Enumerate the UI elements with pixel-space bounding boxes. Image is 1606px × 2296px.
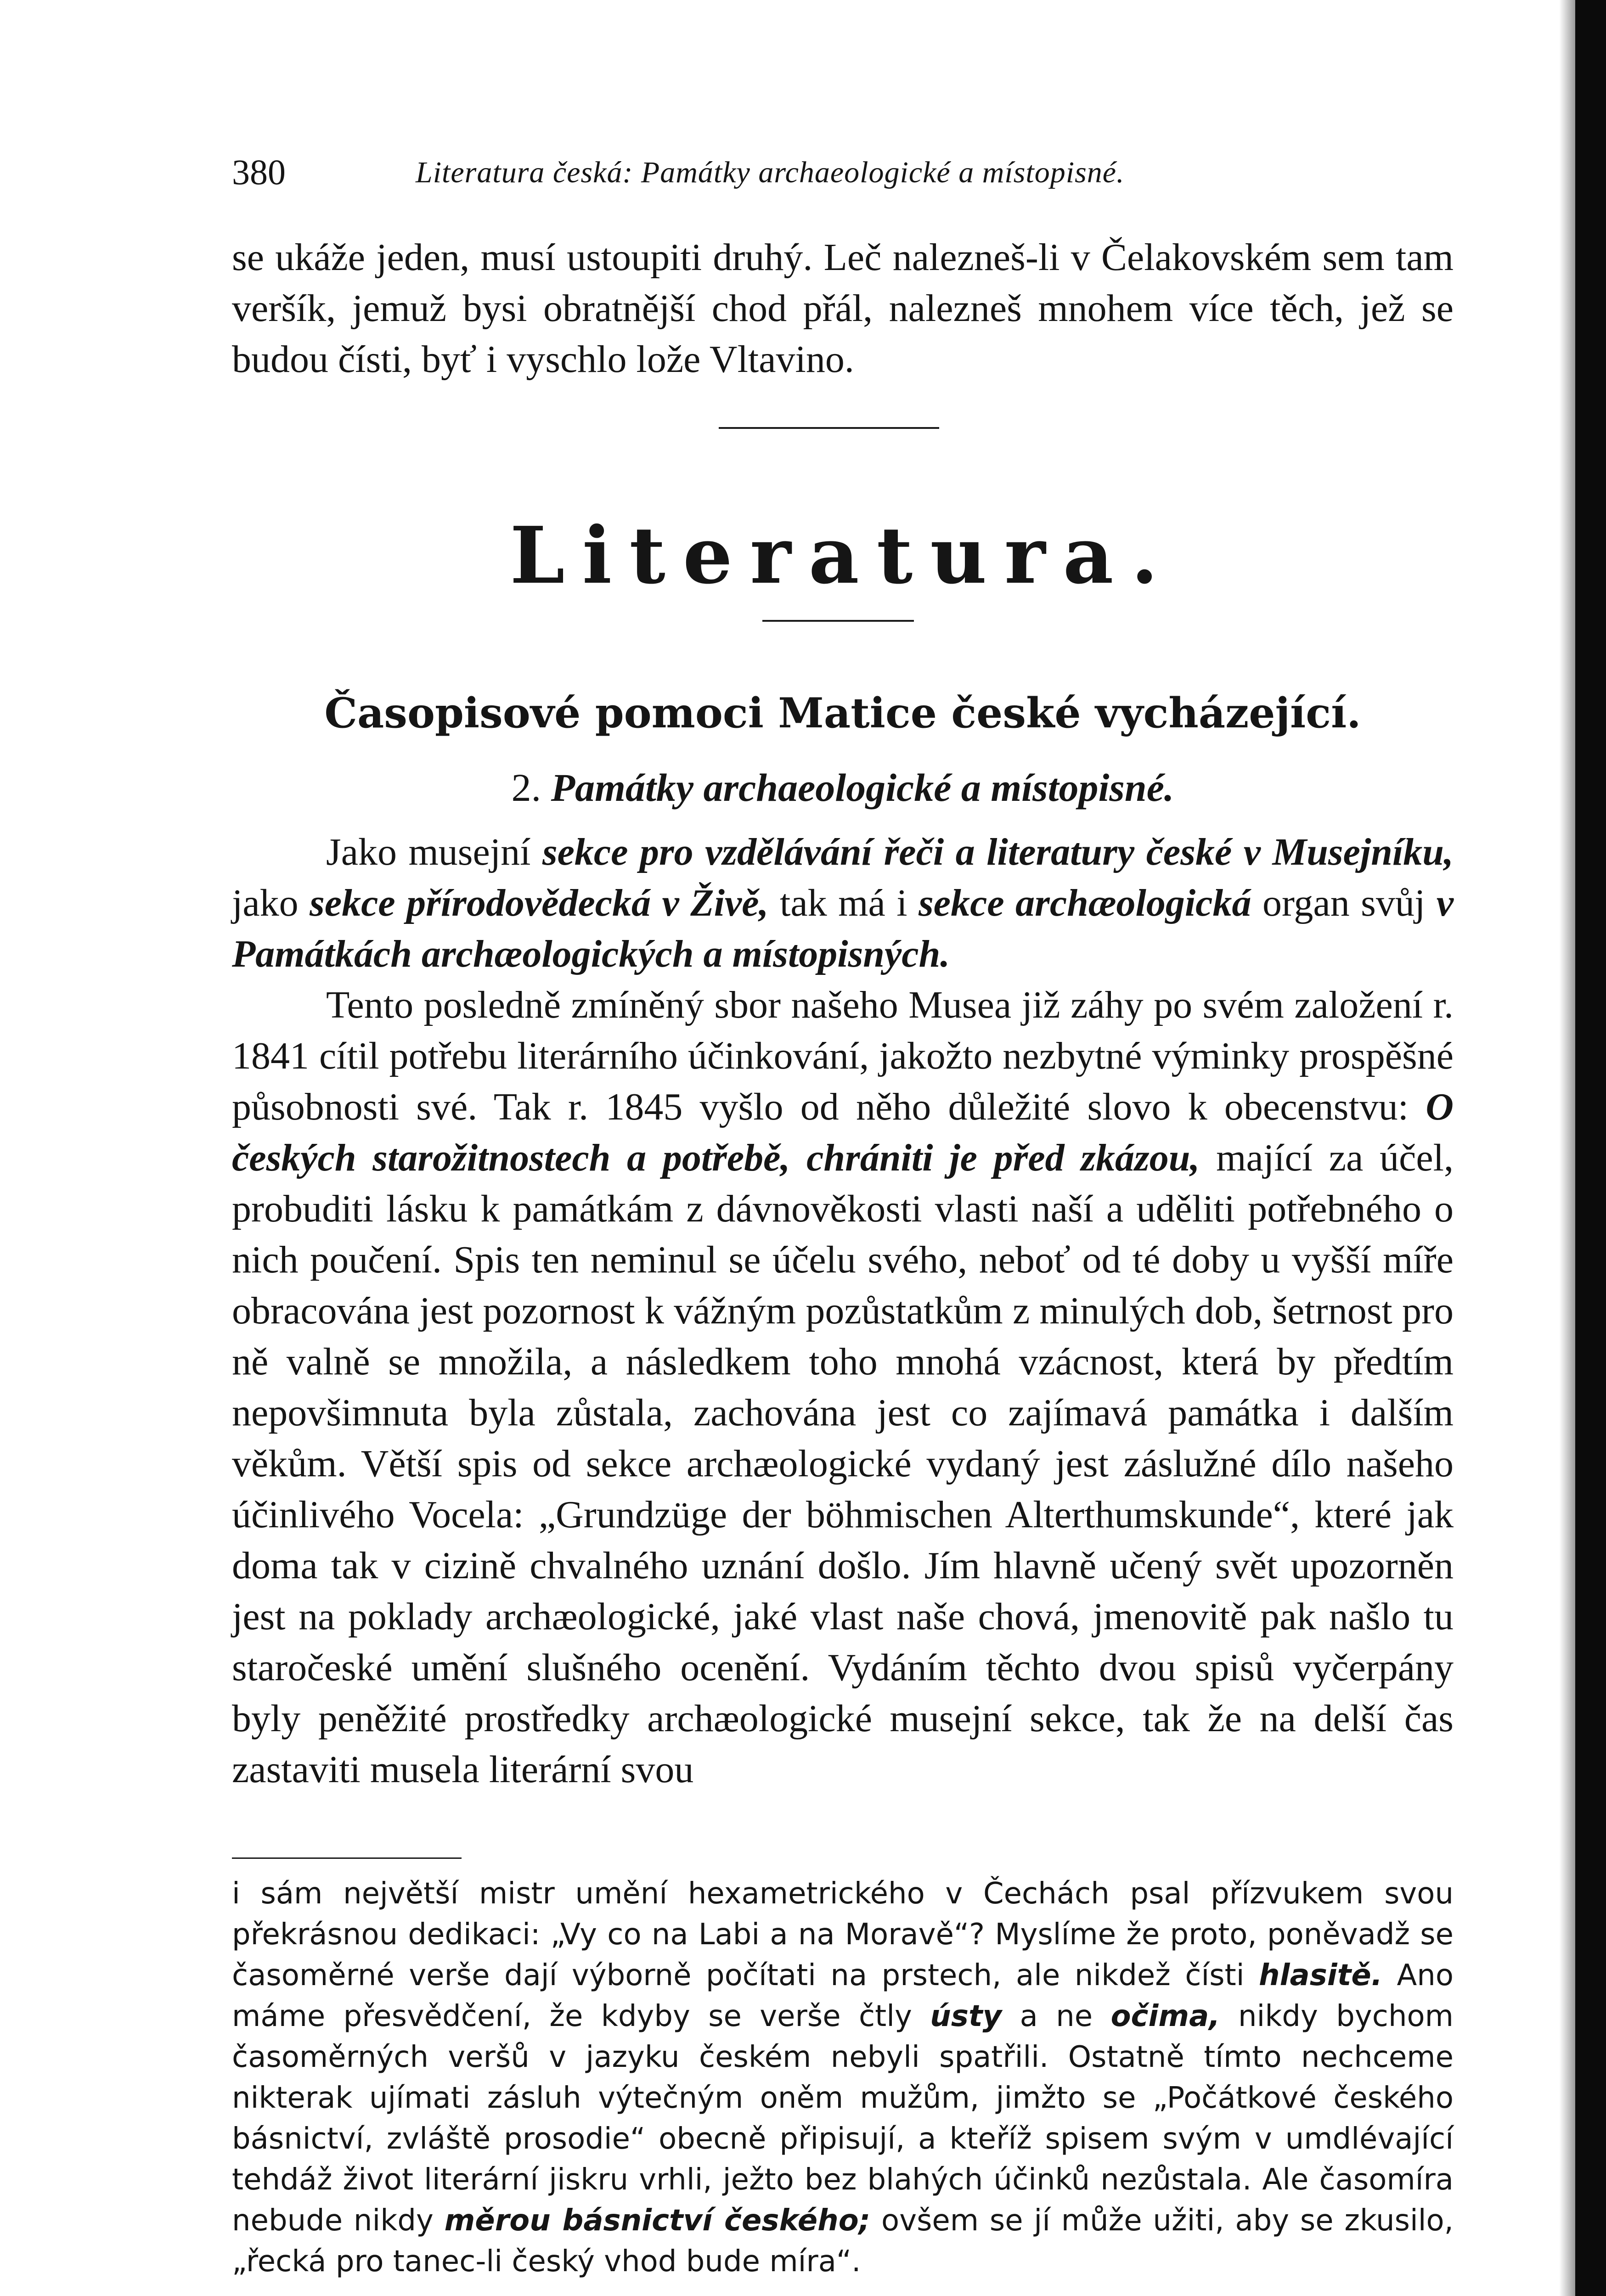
scan-edge-shadow (1559, 0, 1575, 2296)
article-number: 2. (511, 765, 541, 810)
article-body (232, 827, 1454, 1795)
running-title: Literatura česká: Památky archaeologické a místopisné. (416, 156, 1125, 189)
article-title: Časopisové pomoci Matice české vycházející. (324, 689, 1361, 737)
page-number: 380 (232, 152, 286, 192)
section-title: Literatura. (510, 510, 1176, 602)
scan-edge (1575, 0, 1606, 2296)
article-subtitle (232, 765, 1454, 810)
paragraph-2: Tento posledně zmíněný sbor našeho Musea již záhy po svém založení r. 1841 cítil potřebu literárního účinkování, jakožto nezbytné výminky prospěšné působnosti své. Tak r. 1845 vyšlo od něho důležité slovo k obecenstvu: O českých starožitnostech a potřebě, chrániti je před zkázou, mající za účel, probuditi lásku k památkám z dávnověkosti vlasti naší a uděliti potřebného o nich poučení. Spis ten neminul se účelu svého, neboť od té doby u vyšší míře obracována jest pozornost k vážným pozůstatkům z minulých dob, šetrnost pro ně valně se množila, a následkem toho mnohá vzácnost, která by předtím nepovšimnuta byla zůstala, zachována jest co zajímavá památka i dalším věkům. Větší spis od sekce archæologické vydaný jest záslužné dílo našeho účinlivého Vocela: „Grundzüge der böhmischen Alterthumskunde“, které jak doma tak v cizině chvalného uznání došlo. Jím hlavně učený svět upozorněn jest na poklady archæologické, jaké vlast naše chová, jmenovitě pak našlo tu staročeské umění slušného ocenění. Vydáním těchto dvou spisů vyčerpány byly peněžité prostředky archæologické musejní sekce, tak že na delší čas zastaviti musela literární svou (232, 984, 1454, 1791)
paragraph-1: Jako musejní sekce pro vzdělávání řeči a literatury české v Musejníku, jako sekce přírodovědecká v Živě, tak má i sekce archæologická organ svůj v Památkách archæologických a místopisných. (232, 831, 1454, 975)
divider-top (719, 427, 939, 429)
top-paragraph-block (232, 232, 1454, 385)
divider-section (762, 620, 914, 622)
page-header (232, 152, 1454, 202)
footnote: i sám největší mistr umění hexametrického v Čechách psal přízvukem svou překrásnou dedikaci: „Vy co na Labi a na Moravě“? Myslíme že proto, poněvadž se časoměrné verše dají výborně počítati na prstech, ale nikdež čísti hlasitě. Ano máme přesvědčení, že kdyby se verše čtly ústy a ne očima, nikdy bychom časoměrných veršů v jazyku českém nebyli spatřili. Ostatně tímto nechceme nikterak ujímati zásluh výtečným oněm mužům, jimžto se „Počátkové českého básnictví, zvláště prosodie“ obecně připisují, a kteříž spisem svým v umdlévající tehdáž život literární jiskru vrhli, ježto bez blahých účinků nezůstala. Ale časomíra nebude nikdy měrou básnictví českého; ovšem se jí může užiti, aby se zkusilo, „řecká pro tanec-li český vhod bude míra“. (232, 1877, 1454, 2279)
footnote-divider (232, 1857, 462, 1859)
article-subtitle-text: Památky archaeologické a místopisné. (551, 765, 1174, 810)
top-paragraph: se ukáže jeden, musí ustoupiti druhý. Leč nalezneš-li v Čelakovském sem tam veršík, jemuž bysi obratnější chod přál, nalezneš mnohem více těch, jež se budou čísti, byť i vyschlo lože Vltavino. (232, 236, 1454, 381)
